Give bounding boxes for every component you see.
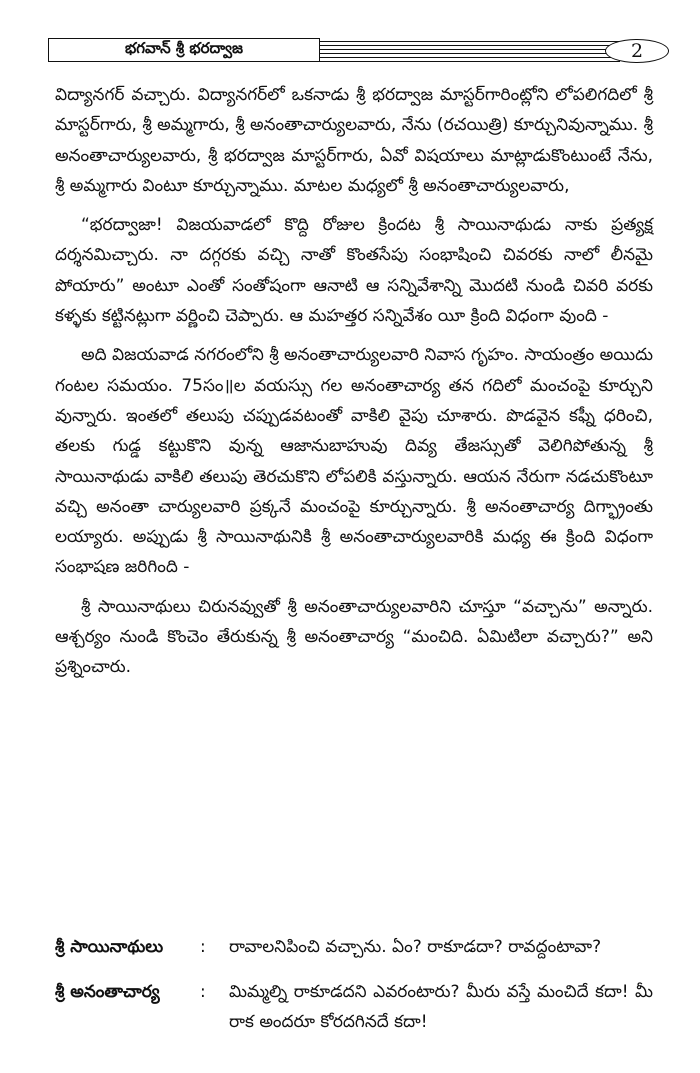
dialogue-colon: : (200, 937, 206, 957)
paragraph: విద్యానగర్ వచ్చారు. విద్యానగర్‌లో ఒకనాడు శ్రీ భరద్వాజ మాస్టర్‌గారింట్లోని లోపలిగదిలో శ్రీ మాస్టర్‌గారు, శ్రీ అమ్మగారు, శ్రీ అనంతాచార్యులవారు, నేను (రచయిత్రి) కూర్చునివున్నాము. శ్రీ అనంతాచార్యులవారు, శ్రీ భరద్వాజ మాస్టర్‌గారు, ఏవో విషయాలు మాట్లాడుకొంటుంటే నేను, శ్రీ అమ్మగారు వింటూ కూర్చున్నాము. మాటల మధ్యలో శ్రీ అనంతాచార్యులవారు, (55, 85, 653, 196)
paragraph: శ్రీ సాయినాథులు చిరునవ్వుతో శ్రీ అనంతాచార్యులవారిని చూస్తూ “వచ్చాను” అన్నారు. ఆశ్చర్యం నుండి కొంచెం తేరుకున్న శ్రీ అనంతాచార్య “మంచిది. ఏమిటిలా వచ్చారు?” అని ప్రశ్నించారు. (55, 596, 653, 678)
paragraph: అది విజయవాడ నగరంలోని శ్రీ అనంతాచార్యులవారి నివాస గృహం. సాయంత్రం అయిదు గంటల సమయం. 75సం॥ల వయస్సు గల అనంతాచార్య తన గదిలో మంచంపై కూర్చుని వున్నారు. ఇంతలో తలుపు చప్పుడవటంతో వాకిలి వైపు చూశారు. పొడవైన కఫ్నీ ధరించి, తలకు గుడ్డ కట్టుకొని వున్న ఆజానుబాహువు దివ్య తేజస్సుతో వెలిగిపోతున్న శ్రీ సాయినాథుడు వాకిలి తలుపు తెరచుకొని లోపలికి వస్తున్నారు. ఆయన నేరుగా నడచుకొంటూ వచ్చి అనంతా చార్యులవారి ప్రక్కనే మంచంపై కూర్చున్నారు. శ్రీ అనంతాచార్య దిగ్భ్రాంతు లయ్యారు. అప్పుడు శ్రీ సాయినాథునికి శ్రీ అనంతాచార్యులవారికి మధ్య ఈ క్రింది విధంగా సంభాషణ జరిగింది - (55, 345, 653, 578)
dialogue-colon: : (200, 982, 206, 1002)
speaker-name: శ్రీ సాయినాథులు (55, 937, 164, 957)
page-number: 2 (605, 39, 669, 63)
dialogue-text: రావాలనిపించి వచ్చాను. ఏం? రాకూడదా? రావద్దంటావా? (229, 937, 602, 957)
dialogue-text: మిమ్మల్ని రాకూడదని ఎవరంటారు? మీరు వస్తే మంచిదే కదా! మీ రాక అందరూ కోరదగినదే కదా! (229, 982, 653, 1032)
speaker-name: శ్రీ అనంతాచార్య (55, 982, 160, 1002)
running-title: భగవాన్ శ్రీ భరద్వాజ (48, 38, 320, 62)
body-text (55, 80, 653, 692)
paragraph: “భరద్వాజా! విజయవాడలో కొద్ది రోజుల క్రిందట శ్రీ సాయినాథుడు నాకు ప్రత్యక్ష దర్శనమిచ్చారు. నా దగ్గరకు వచ్చి నాతో కొంతసేపు సంభాషించి చివరకు నాలో లీనమై పోయారు” అంటూ ఎంతో సంతోషంగా ఆనాటి ఆ సన్నివేశాన్ని మొదటి నుండి చివరి వరకు కళ్ళకు కట్టినట్లుగా వర్ణించి చెప్పారు. ఆ మహత్తర సన్నివేశం యీ క్రింది విధంగా వుంది - (55, 215, 653, 327)
page-header (48, 38, 652, 64)
header-rule-lines (320, 38, 652, 64)
